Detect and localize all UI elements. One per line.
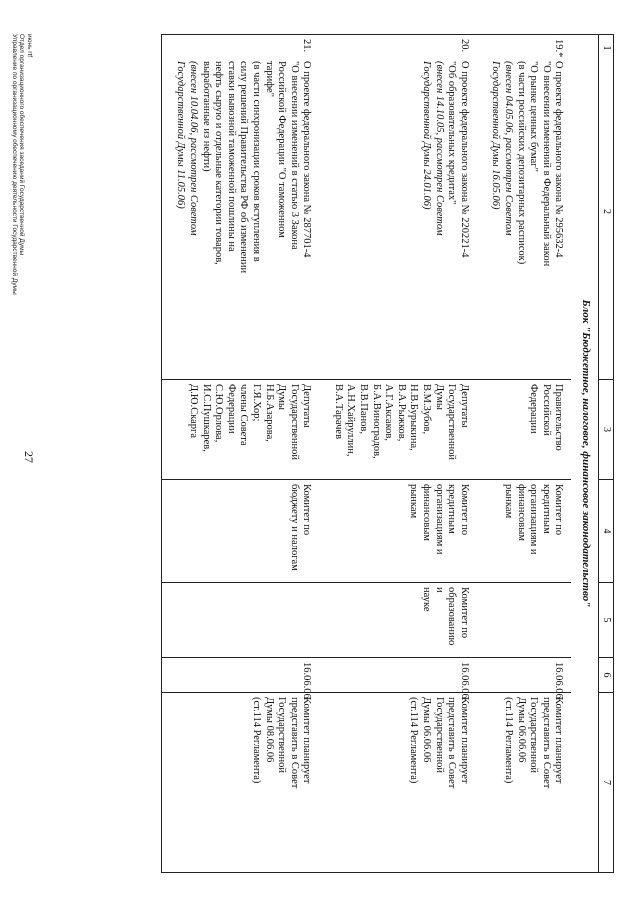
initiator-line: Думы (276, 384, 288, 410)
committee-cell (319, 480, 477, 583)
initiator-line: С.Ю.Орлова, (213, 384, 225, 443)
initiator-line: В.А.Тарачев (332, 384, 344, 440)
item-number: 19.* (553, 39, 565, 58)
co-committee-line: образованию и (433, 587, 458, 646)
initiator-line: Российской (540, 384, 552, 436)
initiator-line: Д.Ю.Скарга (187, 384, 199, 439)
initiator-line: Думы (433, 384, 445, 410)
table-row (161, 35, 319, 873)
initiator-line: А.Г.Аксаков, (383, 384, 395, 441)
agenda-table (161, 34, 614, 873)
committee-line: организациям и (528, 484, 540, 555)
item-number: 20. (458, 39, 470, 53)
column-header-5: 5 (599, 583, 614, 658)
description-line: силу решений Правительства РФ об изменении (238, 61, 250, 274)
note-line: Думы 06.06.06 (515, 697, 527, 763)
column-header-6: 6 (599, 658, 614, 693)
block-title-row (571, 35, 598, 873)
initiator-cell (477, 380, 572, 480)
description-line: выработанные из нефти) (200, 61, 212, 172)
description-line: О проекте федерального закона № 295632-4 (553, 61, 565, 258)
description-line: (в части российских депозитарных расписок) (515, 61, 527, 265)
note-line: Государственной (276, 697, 288, 773)
description-line: ставки вывозной таможенной пошлины на (225, 61, 237, 252)
note-line: (ст.114 Регламента) (408, 697, 420, 784)
description-line: О проекте федерального закона № 287701-4 (301, 61, 313, 258)
submission-info-line: (внесен 10.04.06, рассмотрен Советом (187, 61, 199, 236)
initiator-line: Депутаты (301, 384, 313, 428)
bill-cell (319, 35, 477, 380)
initiator-line: Депутаты (458, 384, 470, 428)
committee-line: Комитет по (458, 484, 470, 536)
initiator-line: Н.Б.Азарова, (263, 384, 275, 442)
initiator-line: Б.А.Виноградов, (370, 384, 382, 459)
column-header-2: 2 (601, 209, 612, 214)
committee-line: финансовым (421, 484, 433, 541)
date-cell: 16.06.06 (477, 658, 572, 693)
table-row (477, 35, 572, 873)
column-header-7: 7 (599, 693, 614, 873)
committee-cell (477, 480, 572, 583)
note-line: Государственной (433, 697, 445, 773)
bill-description (489, 61, 565, 371)
header-row (599, 35, 614, 873)
note-cell (161, 693, 319, 873)
co-committee-cell (477, 583, 572, 658)
initiator-line: В.М.Зубов, (421, 384, 433, 435)
initiator-line: Государственной (288, 384, 300, 460)
document-footer (10, 34, 33, 295)
description-line: О проекте федерального закона № 220221-4 (458, 61, 470, 258)
initiator-line: Федерации (225, 384, 237, 434)
submission-info-line: (внесен 14.10.05, рассмотрен Советом (433, 61, 445, 236)
note-line: Думы 06.06.06 (421, 697, 433, 763)
footer-line: Управление по организационному обеспечению деятельности Государственной Думы (10, 34, 18, 295)
block-title: Блок "Бюджетное, налоговое, финансовое законодательство" (571, 35, 598, 873)
submission-info-line: (внесен 04.05.06, рассмотрен Советом (503, 61, 515, 236)
initiator-line: И.С.Пушкарев, (200, 384, 212, 452)
initiator-line: А.Н.Хайруллин, (345, 384, 357, 457)
bill-cell (477, 35, 572, 380)
initiator-line: члены Совета (238, 384, 250, 446)
column-header-4: 4 (599, 480, 614, 583)
initiator-line: Государственной (446, 384, 458, 460)
committee-line: кредитным (446, 484, 458, 534)
date-cell: 16.06.06 (161, 658, 319, 693)
submission-info-line: Государственной Думы 24.01.06) (421, 61, 433, 210)
initiator-line: Правительство (553, 384, 565, 451)
note-line: Комитет планирует (301, 697, 313, 784)
description-line: нефть сырую и отдельные категории товаров, (213, 61, 225, 265)
note-line: (ст.114 Регламента) (503, 697, 515, 784)
initiator-line: В.В.Панов, (358, 384, 370, 434)
date-cell: 16.06.06 (319, 658, 477, 693)
column-header (599, 35, 614, 380)
bill-description (174, 61, 313, 371)
table-row (319, 35, 477, 873)
committee-line: Комитет по (553, 484, 565, 536)
committee-line: бюджету и налогам (288, 484, 300, 571)
note-cell (319, 693, 477, 873)
committee-line: рынкам (503, 484, 515, 519)
page-number: 27 (22, 451, 36, 463)
description-line: "О рынке ценных бумаг" (528, 61, 540, 172)
description-line: "О внесении изменений в статью 3 Закона (288, 61, 300, 250)
description-line: (в части синхронизации сроков вступления в (250, 61, 262, 262)
note-cell (477, 693, 572, 873)
committee-line: рынкам (408, 484, 420, 519)
initiator-cell (319, 380, 477, 480)
initiator-line: Федерации (528, 384, 540, 434)
committee-cell (161, 480, 319, 583)
note-line: представить в Совет (540, 697, 552, 789)
description-line: "Об образовательных кредитах" (446, 61, 458, 205)
note-line: Комитет планирует (458, 697, 470, 784)
committee-line: финансовым (515, 484, 527, 541)
bill-cell (161, 35, 319, 380)
note-line: Государственной (528, 697, 540, 773)
note-line: представить в Совет (288, 697, 300, 789)
note-line: (ст.114 Регламента) (250, 697, 262, 784)
note-line: Комитет планирует (553, 697, 565, 784)
note-line: Думы 08.06.06 (263, 697, 275, 763)
note-line: представить в Совет (446, 697, 458, 789)
submission-info-line: Государственной Думы 11.05.06) (175, 61, 187, 209)
submission-info-line: Государственной Думы 16.05.06) (490, 61, 502, 210)
committee-line: организациям и (433, 484, 445, 555)
description-line: Российской Федерации "О таможенном (276, 61, 288, 238)
column-header-3: 3 (599, 380, 614, 480)
initiator-cell (161, 380, 319, 480)
initiator-line: В.А.Рыжков, (395, 384, 407, 442)
description-line: тарифе" (263, 61, 275, 97)
co-committee-cell (161, 583, 319, 658)
footer-line: июнь rtf (26, 34, 33, 58)
initiator-line: Г.Я.Хор; (250, 384, 262, 422)
initiator-line: Н.В.Бурыкина, (408, 384, 420, 451)
committee-line: Комитет по (301, 484, 313, 536)
co-committee-line: Комитет по (458, 587, 470, 639)
description-line: "О внесении изменений в Федеральный закон (540, 61, 552, 267)
committee-line: кредитным (540, 484, 552, 534)
bill-description (419, 61, 469, 371)
co-committee-line: науке (421, 587, 433, 612)
column-header-1: 1 (601, 45, 612, 51)
item-number: 21. (301, 39, 313, 53)
co-committee-cell (319, 583, 477, 658)
footer-line: Отдел организационного обеспечения заседаний Государственной Думы (18, 34, 26, 256)
